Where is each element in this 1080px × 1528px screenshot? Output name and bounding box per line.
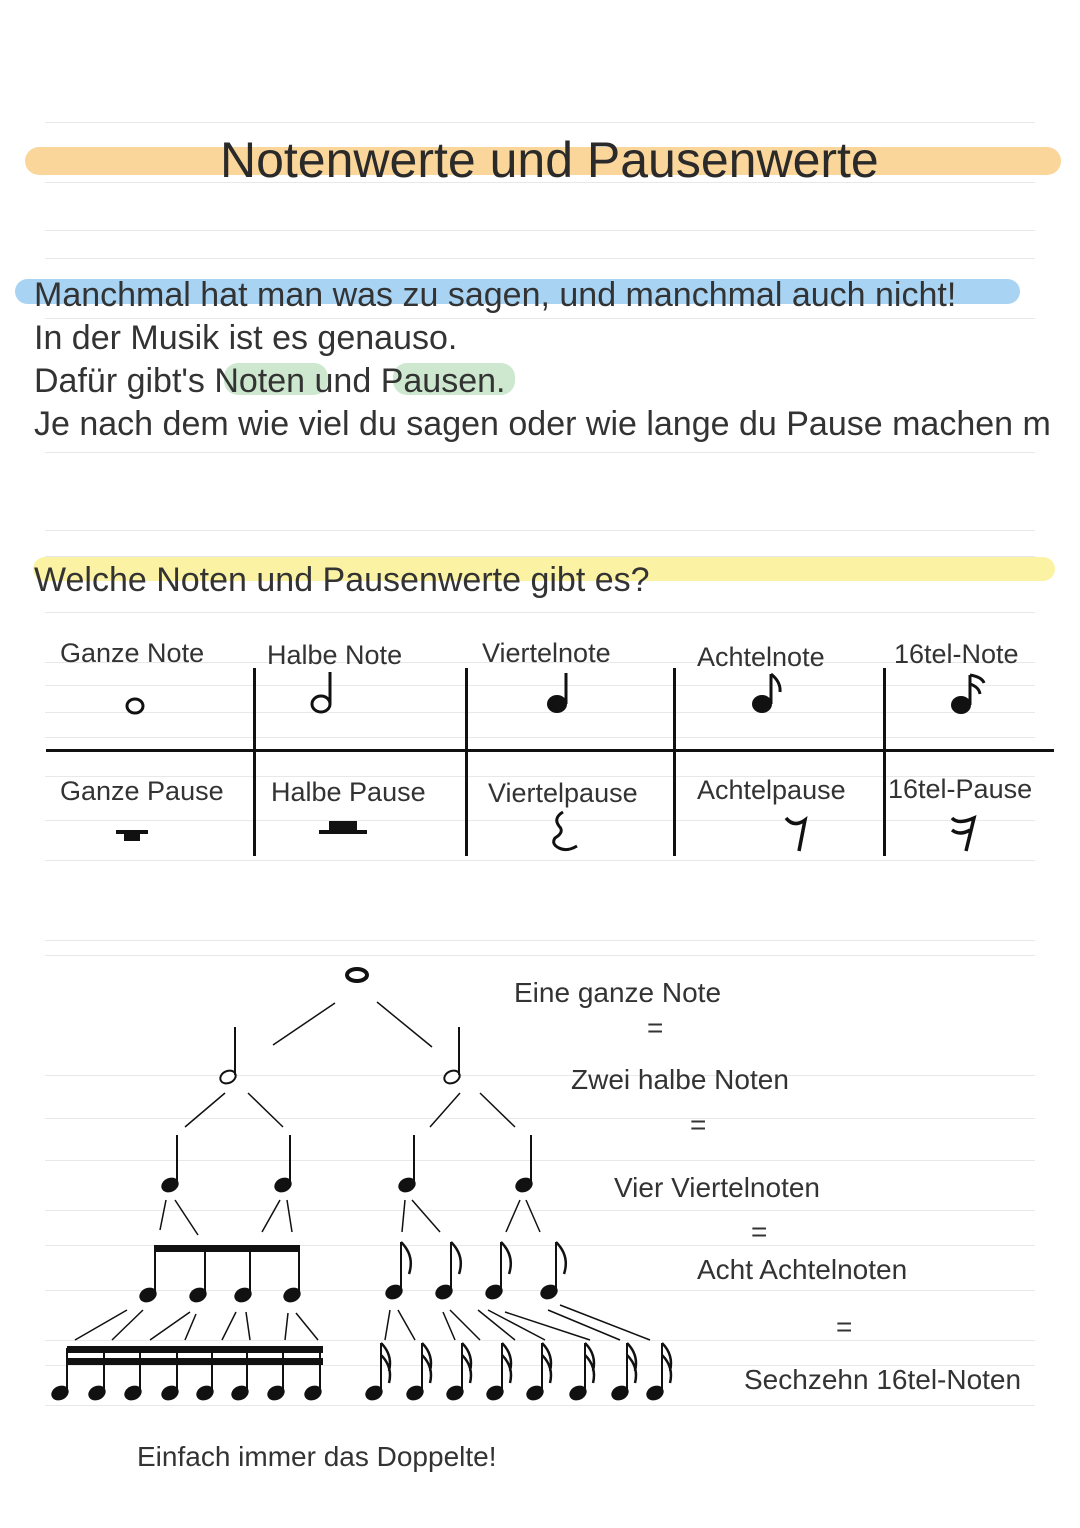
eighth-note-flag: [401, 1242, 411, 1274]
tree-connector: [75, 1310, 127, 1340]
label-16tel-pause: 16tel-Pause: [888, 774, 1033, 804]
sixteenth-note-flag: [422, 1343, 431, 1383]
equals-sign: =: [836, 1311, 853, 1342]
tree-label-eighth: Acht Achtelnoten: [697, 1254, 908, 1285]
eighth-note-flag: [501, 1242, 511, 1274]
whole-note-icon: [347, 969, 367, 981]
sixteenth-beam: [67, 1358, 323, 1365]
tree-connector: [450, 1310, 480, 1340]
tree-connector: [185, 1314, 196, 1340]
tree-connector: [398, 1310, 415, 1340]
label-achtelpause: Achtelpause: [697, 775, 846, 805]
equals-sign: =: [690, 1109, 707, 1140]
sixteenth-beam: [67, 1346, 323, 1353]
label-ganze-pause: Ganze Pause: [60, 776, 224, 806]
tree-connector: [402, 1200, 405, 1232]
sixteenth-note-flag: [502, 1343, 511, 1383]
tree-connector: [273, 1003, 335, 1045]
label-viertelpause: Viertelpause: [488, 778, 638, 808]
tree-connector: [222, 1312, 236, 1340]
pausen-word: Pausen: [380, 362, 497, 400]
intro-line-1: Manchmal hat man was zu sagen, und manchmal auch nicht!: [34, 276, 957, 314]
label-halbe-pause: Halbe Pause: [271, 777, 426, 807]
label-halbe-note: Halbe Note: [267, 640, 403, 670]
intro-line-4: Je nach dem wie viel du sagen oder wie lange du Pause machen m: [34, 405, 1051, 443]
tree-connector: [287, 1200, 292, 1232]
tree-label-quarter: Vier Viertelnoten: [614, 1172, 820, 1203]
tree-connector: [160, 1200, 166, 1230]
intro-text: .: [496, 362, 506, 400]
label-achtelnote: Achtelnote: [697, 642, 825, 672]
tree-connector: [443, 1312, 455, 1340]
tree-label-sixteenth: Sechzehn 16tel-Noten: [744, 1364, 1022, 1395]
tree-connector: [480, 1093, 515, 1127]
equals-sign: =: [751, 1216, 768, 1247]
tree-connector: [246, 1312, 250, 1340]
footer-note: Einfach immer das Doppelte!: [137, 1441, 497, 1472]
tree-connector: [296, 1313, 318, 1340]
sixteenth-note-flag: [627, 1343, 636, 1383]
sixteenth-note-flag: [585, 1343, 594, 1383]
eighth-beam: [154, 1245, 300, 1252]
tree-connector: [175, 1200, 198, 1235]
tree-connector: [377, 1002, 432, 1047]
tree-label-whole: Eine ganze Note: [514, 977, 722, 1008]
intro-line-2: In der Musik ist es genauso.: [34, 319, 458, 357]
sixteenth-note-flag: [462, 1343, 471, 1383]
tree-label-half: Zwei halbe Noten: [571, 1064, 789, 1095]
label-ganze-note: Ganze Note: [60, 638, 205, 668]
question-heading: Welche Noten und Pausenwerte gibt es?: [34, 561, 650, 599]
noten-word: Noten: [214, 362, 306, 400]
tree-connector: [526, 1200, 540, 1232]
tree-connector: [185, 1093, 225, 1127]
tree-connector: [385, 1310, 390, 1340]
eighth-note-flag: [451, 1242, 461, 1274]
intro-text: Dafür gibt's: [34, 362, 215, 400]
page-title: Notenwerte und Pausenwerte: [220, 132, 879, 188]
equals-sign: =: [647, 1012, 664, 1043]
sixteenth-note-flag: [381, 1343, 390, 1383]
tree-connector: [412, 1200, 440, 1232]
tree-connector: [285, 1313, 288, 1340]
label-viertelnote: Viertelnote: [482, 638, 611, 668]
tree-connector: [248, 1093, 283, 1127]
sixteenth-note-flag: [542, 1343, 551, 1383]
label-16tel-note: 16tel-Note: [894, 639, 1019, 669]
tree-connector: [430, 1093, 460, 1127]
sixteenth-note-flag: [662, 1343, 671, 1383]
tree-connector: [112, 1310, 143, 1340]
tree-connector: [150, 1312, 190, 1340]
intro-text: und: [305, 362, 381, 400]
eighth-note-flag: [556, 1242, 566, 1274]
tree-connector: [262, 1200, 280, 1232]
tree-connector: [506, 1200, 520, 1232]
